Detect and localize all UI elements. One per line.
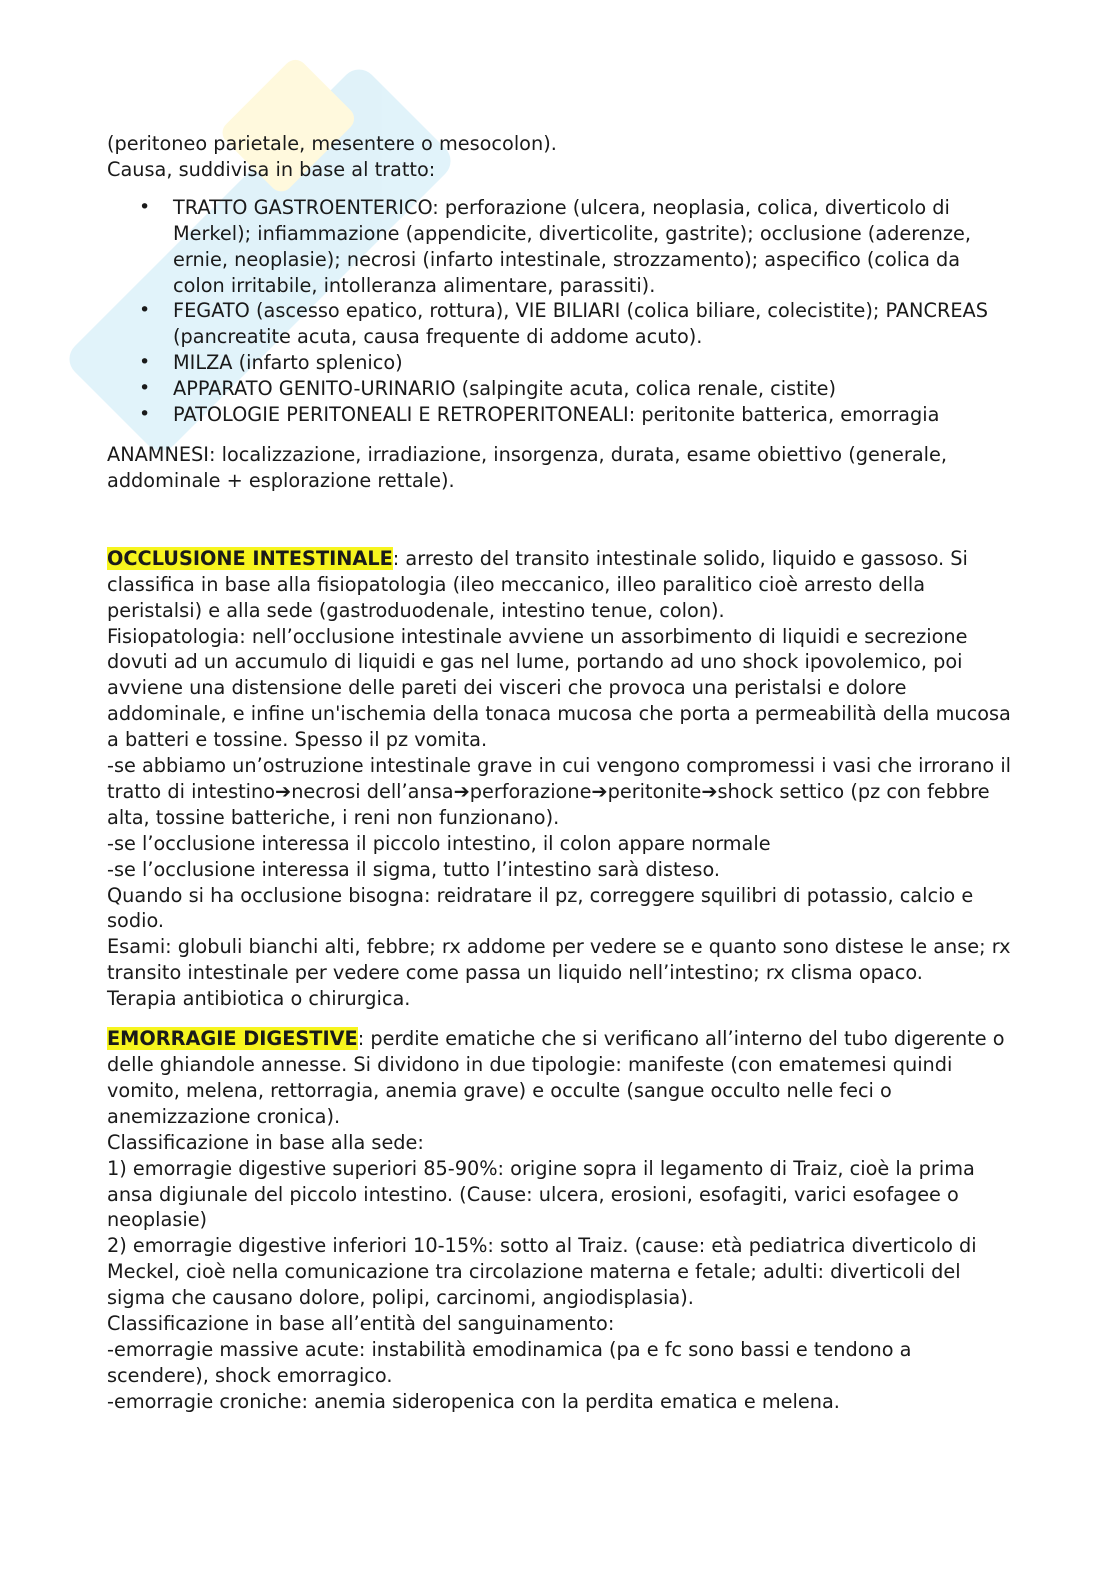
occlusione-lead: : arresto del transito intestinale solido, liquido e gassoso. Si classifica in base alla fisiopatologia (ileo meccanico, illeo paralitico cioè arresto della peristalsi) e alla sede (gastroduodenale, intestino tenue, colon). <box>107 546 968 622</box>
emorragie-line: 2) emorragie digestive inferiori 10-15%: sotto al Traiz. (cause: età pediatrica diverticolo di Meckel, cioè nella comunicazione tra circolazione materna e fetale; adulti: diverticoli del sigma che causano dolore, polipi, carcinomi, angiodisplasia). <box>107 1234 977 1310</box>
intro-line-2: Causa, suddivisa in base al tratto: <box>107 157 436 181</box>
occlusione-line: Terapia antibiotica o chirurgica. <box>107 987 411 1011</box>
occlusione-line: Fisiopatologia: nell’occlusione intestinale avviene un assorbimento di liquidi e secrezione dovuti ad un accumulo di liquidi e gas nel lume, portando ad uno shock ipovolemico, poi avviene una distensione delle pareti dei visceri che provoca una peristalsi e dolore addominale, e infine un'ischemia della tonaca mucosa che porta a permeabilità della mucosa a batteri e tossine. Spesso il pz vomita. <box>107 624 1011 752</box>
list-item: • TRATTO GASTROENTERICO: perforazione (ulcera, neoplasia, colica, diverticolo di Merkel); infiammazione (appendicite, diverticolite, gastrite); occlusione (aderenze, ernie, neoplasie); necrosi (infarto intestinale, strozzamento); aspecifico (colica da colon irritabile, intolleranza alimentare, parassiti). <box>107 195 1012 299</box>
occlusione-line: -se l’occlusione interessa il sigma, tutto l’intestino sarà disteso. <box>107 857 721 881</box>
list-item: • FEGATO (ascesso epatico, rottura), VIE BILIARI (colica biliare, colecistite); PANCREAS (pancreatite acuta, causa frequente di addome acuto). <box>107 298 1012 350</box>
list-item: • PATOLOGIE PERITONEALI E RETROPERITONEALI: peritonite batterica, emorragia <box>107 402 1012 428</box>
occlusione-paragraph <box>107 546 1012 624</box>
list-item: • APPARATO GENITO-URINARIO (salpingite acuta, colica renale, cistite) <box>107 376 1012 402</box>
occlusione-line: Quando si ha occlusione bisogna: reidratare il pz, correggere squilibri di potassio, calcio e sodio. <box>107 883 974 933</box>
occlusione-heading: OCCLUSIONE INTESTINALE <box>107 546 393 570</box>
causes-list <box>107 195 1012 428</box>
intro-line-1: (peritoneo parietale, mesentere o mesocolon). <box>107 132 557 155</box>
emorragie-line: -emorragie croniche: anemia sideropenica con la perdita ematica e melena. <box>107 1389 840 1413</box>
document-page <box>107 131 1012 1415</box>
emorragie-line: -emorragie massive acute: instabilità emodinamica (pa e fc sono bassi e tendono a scendere), shock emorragico. <box>107 1337 912 1387</box>
emorragie-lead: : perdite ematiche che si verificano all’interno del tubo digerente o delle ghiandole annesse. Si dividono in due tipologie: manifeste (con ematemesi quindi vomito, melena, rettorragia, anemia grave) e occulte (sangue occulto nelle feci o anemizzazione cronica). <box>107 1027 1005 1128</box>
list-item: • MILZA (infarto splenico) <box>107 350 1012 376</box>
emorragie-line: Classificazione in base alla sede: <box>107 1130 424 1154</box>
occlusione-line: Esami: globuli bianchi alti, febbre; rx addome per vedere se e quanto sono distese le anse; rx transito intestinale per vedere come passa un liquido nell’intestino; rx clisma opaco. <box>107 935 1011 985</box>
emorragie-paragraph <box>107 1026 1012 1130</box>
occlusione-line: -se abbiamo un’ostruzione intestinale grave in cui vengono compromessi i vasi che irrorano il tratto di intestino➔necrosi dell’ansa➔perforazione➔peritonite➔shock settico (pz con febbre alta, tossine batteriche, i reni non funzionano). <box>107 754 1012 829</box>
emorragie-line: Classificazione in base all’entità del sanguinamento: <box>107 1312 615 1336</box>
emorragie-heading: EMORRAGIE DIGESTIVE <box>107 1027 358 1051</box>
occlusione-line: -se l’occlusione interessa il piccolo intestino, il colon appare normale <box>107 831 771 855</box>
anamnesi-paragraph: ANAMNESI: localizzazione, irradiazione, insorgenza, durata, esame obiettivo (generale, addominale + esplorazione rettale). <box>107 442 947 492</box>
emorragie-line: 1) emorragie digestive superiori 85-90%: origine sopra il legamento di Traiz, cioè la prima ansa digiunale del piccolo intestino. (Cause: ulcera, erosioni, esofagiti, varici esofagee o neoplasie) <box>107 1156 975 1232</box>
